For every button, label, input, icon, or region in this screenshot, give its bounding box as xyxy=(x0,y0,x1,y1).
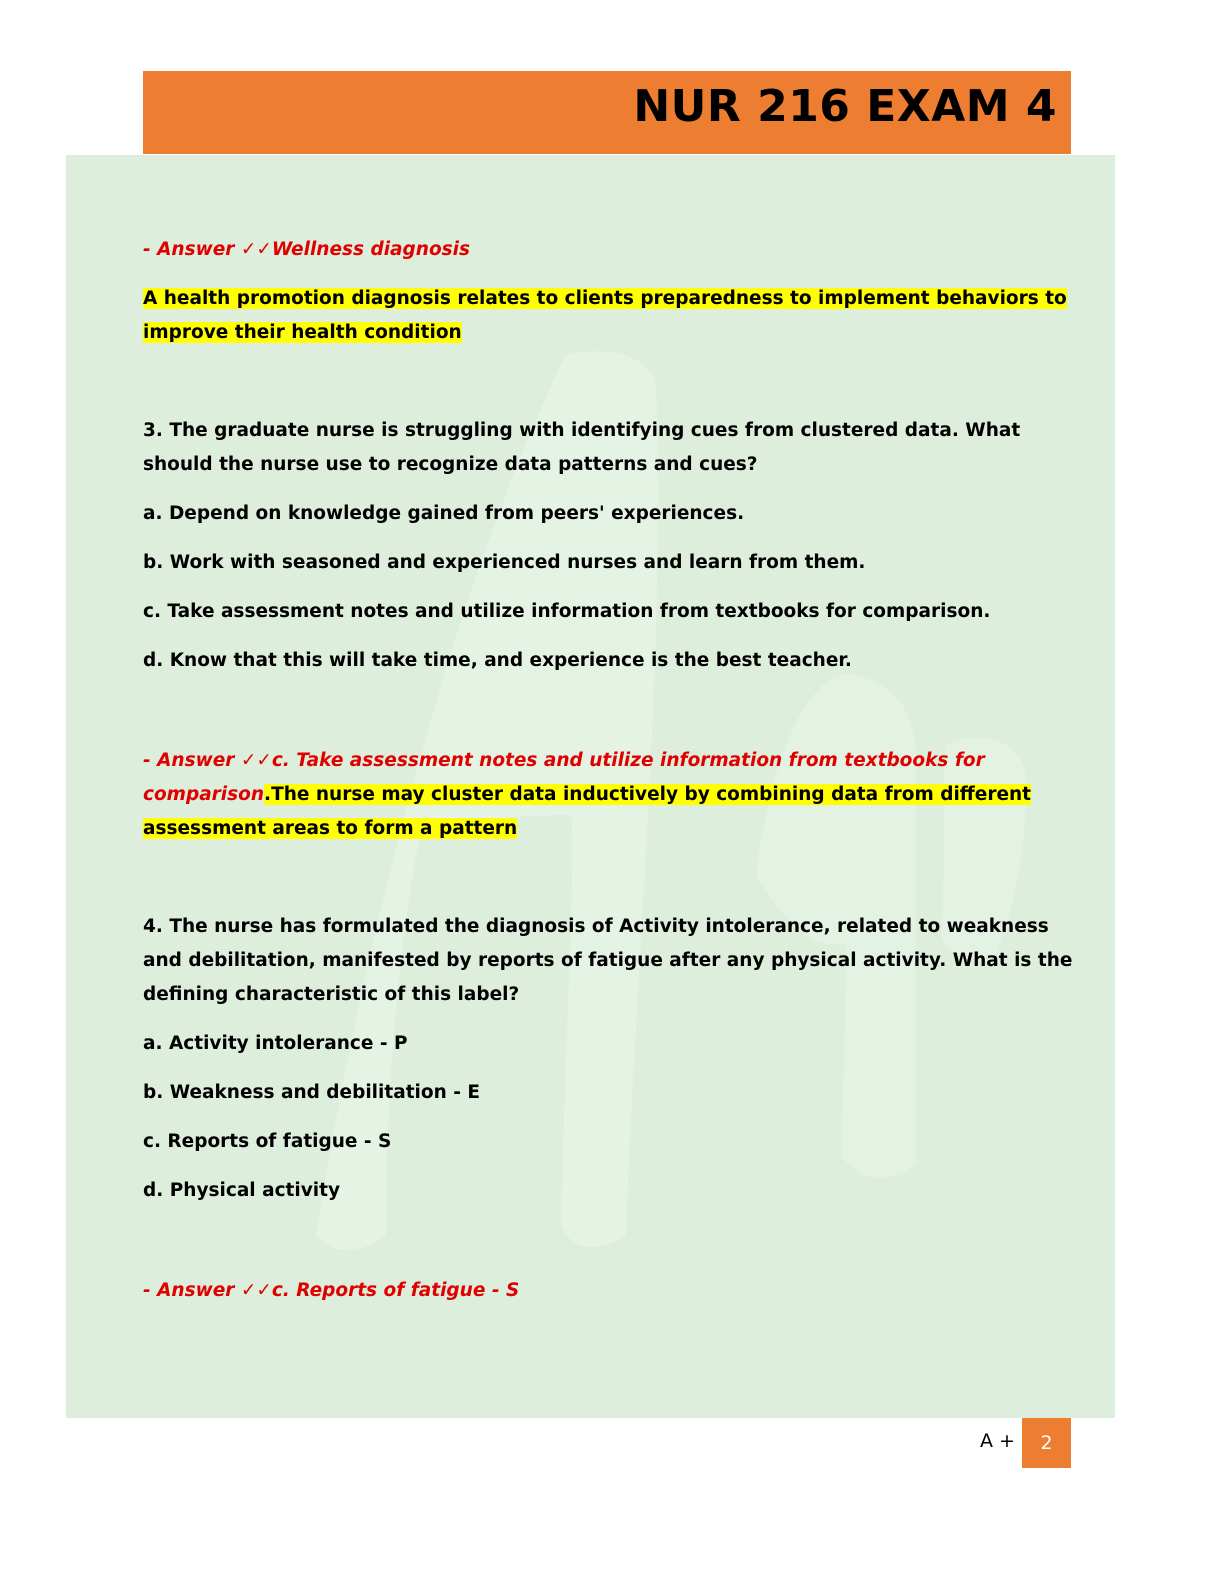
option: b. Work with seasoned and experienced nurses and learn from them. xyxy=(143,552,866,573)
rationale: A health promotion diagnosis relates to clients preparedness to implement behaviors to improve their health condition xyxy=(143,288,1067,343)
option: d. Physical activity xyxy=(143,1180,341,1201)
grade-label: A + xyxy=(980,1430,1015,1452)
option: a. Activity intolerance - P xyxy=(143,1033,408,1054)
answer-line: - Answer ✓✓c. Reports of fatigue - S xyxy=(143,1280,520,1301)
answer-text: Wellness diagnosis xyxy=(271,239,471,260)
page-number: 2 xyxy=(1022,1418,1071,1468)
answer-line: - Answer ✓✓Wellness diagnosis xyxy=(143,239,471,260)
rationale: .The nurse may cluster data inductively by combining data from different xyxy=(264,784,1032,805)
option: c. Reports of fatigue - S xyxy=(143,1131,392,1152)
answer-text: c. Reports of fatigue - S xyxy=(271,1280,520,1301)
exam-content xyxy=(143,233,1073,1308)
option: a. Depend on knowledge gained from peers' experiences. xyxy=(143,503,745,524)
header-bar xyxy=(143,71,1071,154)
answer-line: - Answer ✓✓c. Take assessment notes and utilize information from textbooks for comparison.The nurse may cluster data inductively by combining data from different assessment areas to form a pattern xyxy=(143,750,1032,839)
option: c. Take assessment notes and utilize information from textbooks for comparison. xyxy=(143,601,991,622)
option: d. Know that this will take time, and experience is the best teacher. xyxy=(143,650,852,671)
option: b. Weakness and debilitation - E xyxy=(143,1082,480,1103)
question-stem: 4. The nurse has formulated the diagnosis of Activity intolerance, related to weakness and debilitation, manifested by reports of fatigue after any physical activity. What is the defining characteristic of this label? xyxy=(143,916,1073,1005)
page-title: NUR 216 EXAM 4 xyxy=(633,81,1057,132)
question-stem: 3. The graduate nurse is struggling with identifying cues from clustered data. What should the nurse use to recognize data patterns and cues? xyxy=(143,420,1021,475)
rationale: assessment areas to form a pattern xyxy=(143,818,518,839)
